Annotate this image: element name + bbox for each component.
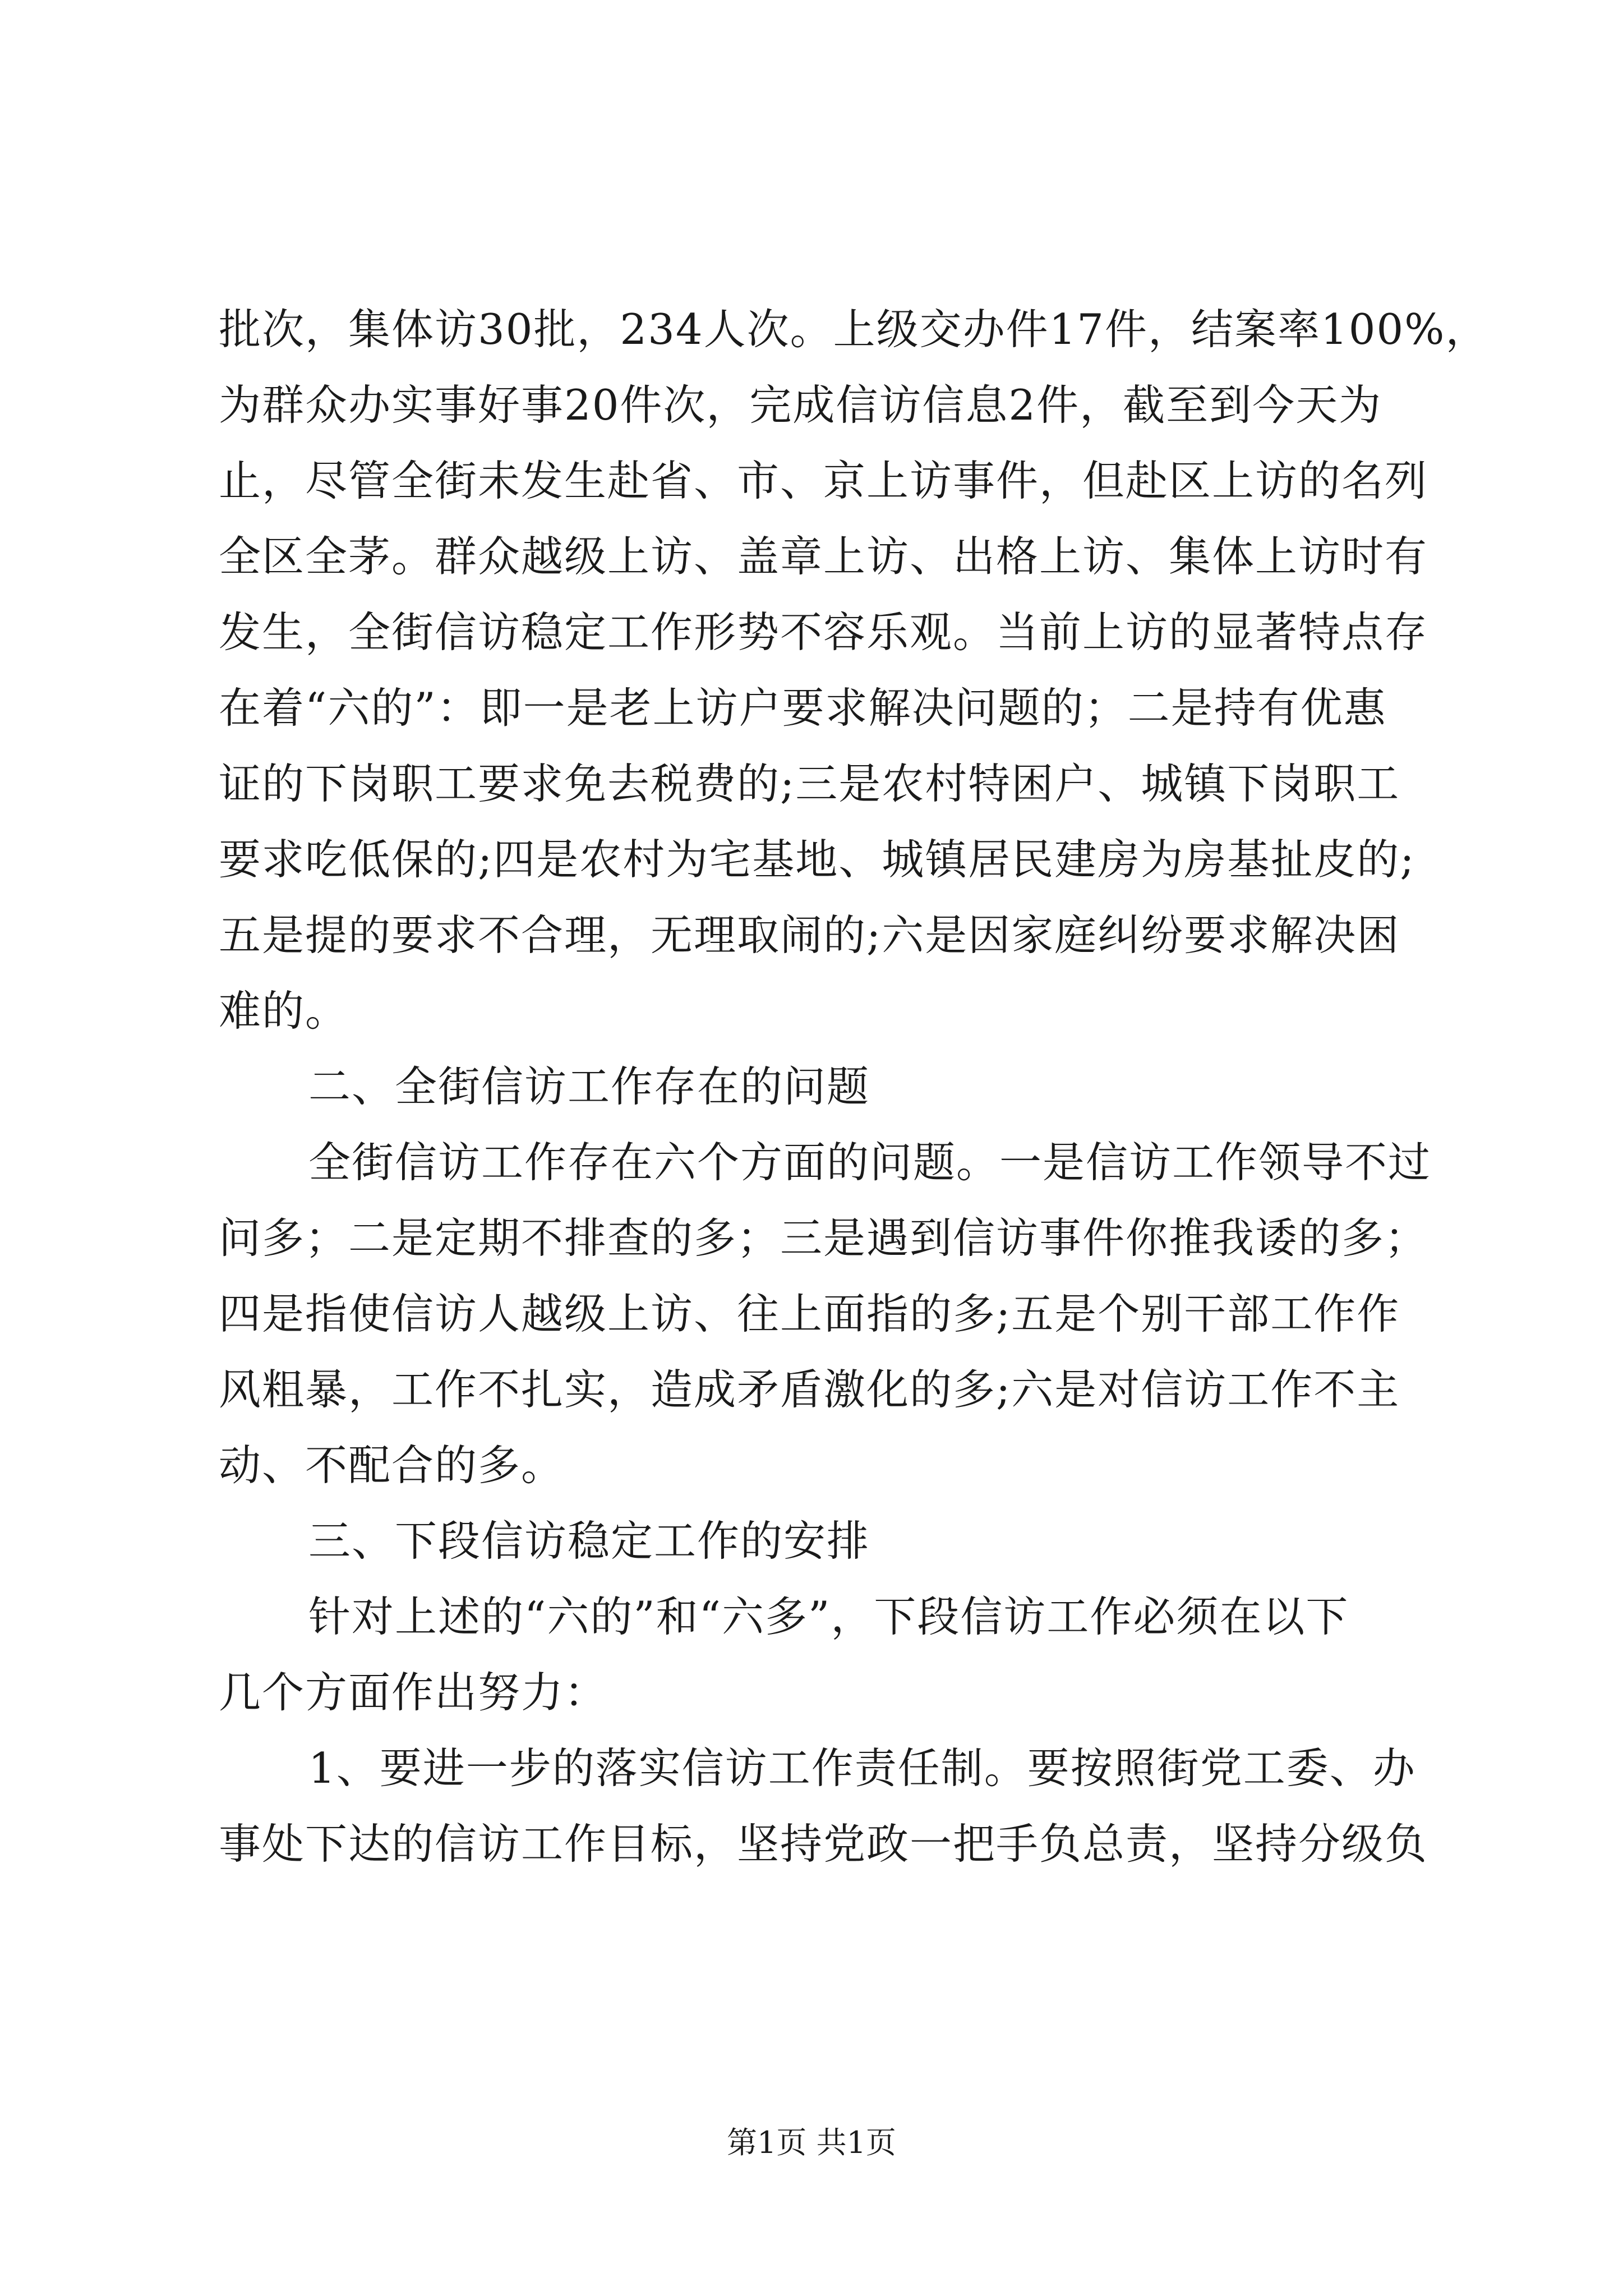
text-line-20: 1、要进一步的落实信访工作责任制。要按照街党工委、办 bbox=[308, 1743, 1416, 1793]
page-number-footer: 第1页 共1页 bbox=[727, 2125, 896, 2160]
text-line-5: 发生，全街信访稳定工作形势不容乐观。当前上访的显著特点存 bbox=[219, 608, 1428, 657]
document-body bbox=[219, 292, 1489, 1882]
text-line-3: 止，尽管全街未发生赴省、市、京上访事件，但赴区上访的名列 bbox=[219, 456, 1428, 505]
text-line-10: 难的。 bbox=[219, 986, 349, 1036]
text-line-19: 几个方面作出努力： bbox=[219, 1668, 608, 1717]
text-line-6: 在着“六的”：即一是老上访户要求解决问题的；二是持有优惠 bbox=[219, 683, 1387, 733]
section-heading-3: 三、下段信访稳定工作的安排 bbox=[308, 1516, 870, 1566]
text-line-8: 要求吃低保的;四是农村为宅基地、城镇居民建房为房基扯皮的; bbox=[219, 835, 1415, 884]
text-line-14: 四是指使信访人越级上访、往上面指的多;五是个别干部工作作 bbox=[219, 1289, 1400, 1338]
text-line-16: 动、不配合的多。 bbox=[219, 1441, 565, 1490]
section-heading-2: 二、全街信访工作存在的问题 bbox=[308, 1062, 870, 1111]
text-line-15: 风粗暴，工作不扎实，造成矛盾激化的多;六是对信访工作不主 bbox=[219, 1365, 1400, 1414]
text-line-13: 问多；二是定期不排查的多；三是遇到信访事件你推我诿的多； bbox=[219, 1213, 1428, 1263]
text-line-9: 五是提的要求不合理，无理取闹的;六是因家庭纠纷要求解决困 bbox=[219, 910, 1400, 960]
text-line-21: 事处下达的信访工作目标，坚持党政一把手负总责，坚持分级负 bbox=[219, 1819, 1428, 1869]
text-line-4: 全区全茅。群众越级上访、盖章上访、出格上访、集体上访时有 bbox=[219, 532, 1428, 581]
text-line-7: 证的下岗职工要求免去税费的;三是农村特困户、城镇下岗职工 bbox=[219, 759, 1400, 808]
text-line-2: 为群众办实事好事20件次，完成信访信息2件，截至到今天为 bbox=[219, 380, 1382, 430]
text-line-12: 全街信访工作存在六个方面的问题。一是信访工作领导不过 bbox=[308, 1138, 1432, 1187]
text-line-1: 批次，集体访30批，234人次。上级交办件17件，结案率100%， bbox=[219, 305, 1489, 354]
text-line-18: 针对上述的“六的”和“六多”，下段信访工作必须在以下 bbox=[308, 1592, 1349, 1641]
